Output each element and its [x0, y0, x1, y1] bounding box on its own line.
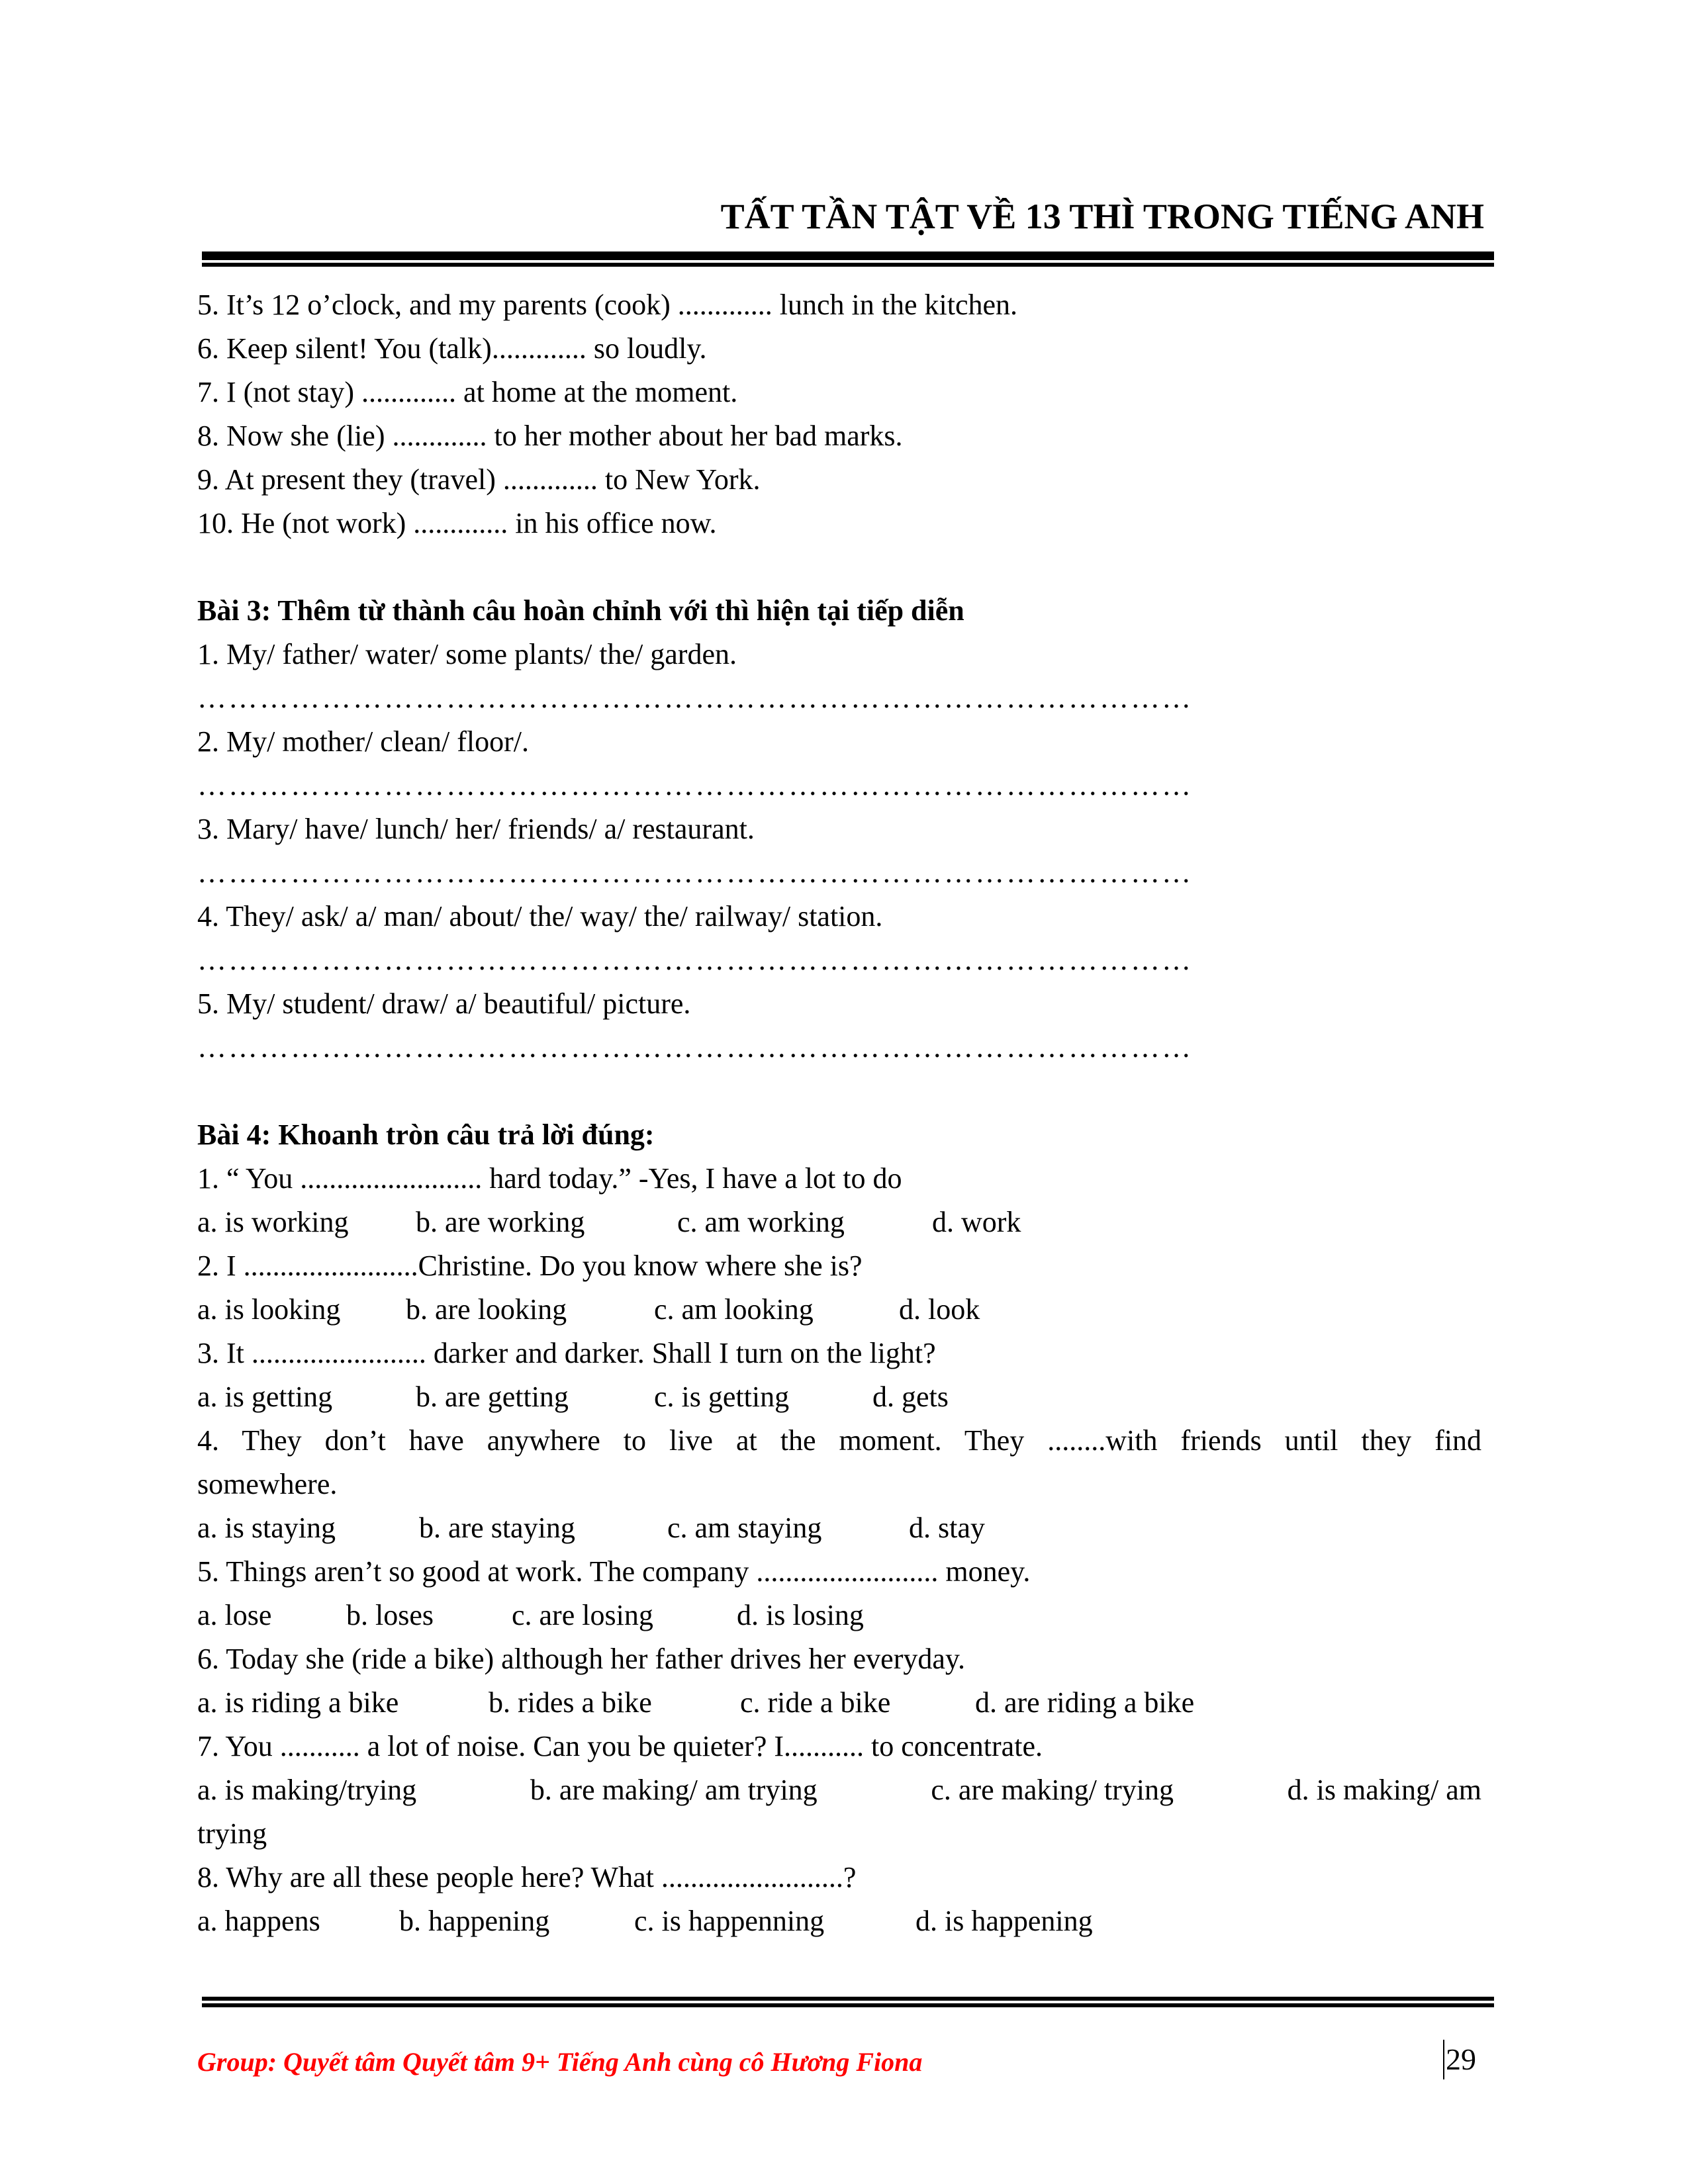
option-d[interactable]: d. is losing [737, 1599, 864, 1631]
option-b[interactable]: b. are staying [419, 1512, 575, 1544]
exercise3-item: 4. They/ ask/ a/ man/ about/ the/ way/ the/ railway/ station. [197, 900, 883, 933]
footer-rule-bottom [202, 2003, 1494, 2007]
option-c[interactable]: c. am working [677, 1206, 845, 1238]
option-b[interactable]: b. are making/ am trying [530, 1774, 818, 1806]
option-c[interactable]: c. am staying [667, 1512, 822, 1544]
options-row [197, 1681, 1481, 1725]
question-3: 3. It ........................ darker and darker. Shall I turn on the light? [197, 1337, 936, 1369]
option-b[interactable]: b. rides a bike [489, 1686, 652, 1719]
page-header-title: TẤT TẦN TẬT VỀ 13 THÌ TRONG TIẾNG ANH [720, 197, 1484, 236]
options-row [197, 1375, 1481, 1419]
exercise2-item: 9. At present they (travel) ............. to New York. [197, 463, 761, 496]
options-row [197, 1594, 1481, 1637]
option-a[interactable]: a. is looking [197, 1293, 341, 1326]
exercise4-heading: Bài 4: Khoanh tròn câu trả lời đúng: [197, 1118, 655, 1151]
answer-line: …………………………………………………………………………………… [197, 944, 1193, 976]
header-double-rule [202, 251, 1494, 267]
exercise3-item: 1. My/ father/ water/ some plants/ the/ garden. [197, 638, 737, 670]
answer-line: …………………………………………………………………………………… [197, 682, 1193, 714]
option-d[interactable]: d. work [932, 1206, 1021, 1238]
exercise2-item: 8. Now she (lie) ............. to her mother about her bad marks. [197, 420, 903, 452]
footer-double-rule [202, 1997, 1494, 2007]
question-4-continued: somewhere. [197, 1468, 338, 1500]
question-7: 7. You ........... a lot of noise. Can you be quieter? I........... to concentrate. [197, 1730, 1043, 1762]
option-b[interactable]: b. happening [399, 1905, 550, 1937]
option-d[interactable]: d. are riding a bike [975, 1686, 1195, 1719]
option-d[interactable]: d. stay [909, 1512, 985, 1544]
options-row [197, 1768, 1481, 1812]
page-content [197, 283, 1481, 1943]
options-row [197, 1899, 1481, 1943]
option-c[interactable]: c. is happenning [634, 1905, 825, 1937]
question-5: 5. Things aren’t so good at work. The company ......................... money. [197, 1555, 1031, 1588]
option-d[interactable]: d. gets [872, 1381, 949, 1413]
question-8: 8. Why are all these people here? What .........................? [197, 1861, 857, 1893]
option-a[interactable]: a. is making/trying [197, 1774, 417, 1806]
option-d[interactable]: d. look [899, 1293, 980, 1326]
option-b[interactable]: b. loses [346, 1599, 434, 1631]
exercise3-item: 3. Mary/ have/ lunch/ her/ friends/ a/ restaurant. [197, 813, 755, 845]
option-c[interactable]: c. am looking [654, 1293, 814, 1326]
option-d[interactable]: d. is happening [915, 1905, 1093, 1937]
option-b[interactable]: b. are looking [406, 1293, 567, 1326]
question-2: 2. I ........................Christine. Do you know where she is? [197, 1250, 863, 1282]
option-d-continued: trying [197, 1817, 267, 1850]
answer-line: …………………………………………………………………………………… [197, 856, 1193, 889]
option-b[interactable]: b. are getting [416, 1381, 569, 1413]
page-number: 29 [1443, 2040, 1476, 2079]
question-6: 6. Today she (ride a bike) although her father drives her everyday. [197, 1643, 966, 1675]
answer-line: …………………………………………………………………………………… [197, 1031, 1193, 1064]
exercise2-item: 10. He (not work) ............. in his office now. [197, 507, 717, 539]
options-row [197, 1288, 1481, 1332]
exercise2-item: 7. I (not stay) ............. at home at the moment. [197, 376, 738, 408]
options-row [197, 1506, 1481, 1550]
question-4: 4. They don’t have anywhere to live at the moment. They ........with friends until they find [197, 1424, 1481, 1457]
option-d[interactable]: d. is making/ am [1287, 1774, 1481, 1806]
option-a[interactable]: a. lose [197, 1599, 272, 1631]
option-a[interactable]: a. is riding a bike [197, 1686, 399, 1719]
header-rule-thick [202, 251, 1494, 260]
exercise3-item: 2. My/ mother/ clean/ floor/. [197, 725, 529, 758]
exercise3-heading: Bài 3: Thêm từ thành câu hoàn chỉnh với thì hiện tại tiếp diễn [197, 594, 964, 627]
option-b[interactable]: b. are working [416, 1206, 585, 1238]
exercise2-item: 5. It’s 12 o’clock, and my parents (cook) ............. lunch in the kitchen. [197, 289, 1018, 321]
option-c[interactable]: c. ride a bike [740, 1686, 891, 1719]
option-c[interactable]: c. are losing [512, 1599, 653, 1631]
answer-line: …………………………………………………………………………………… [197, 769, 1193, 801]
question-1: 1. “ You ......................... hard today.” -Yes, I have a lot to do [197, 1162, 902, 1195]
option-a[interactable]: a. is working [197, 1206, 349, 1238]
option-c[interactable]: c. are making/ trying [931, 1774, 1174, 1806]
exercise3-item: 5. My/ student/ draw/ a/ beautiful/ picture. [197, 987, 691, 1020]
options-row [197, 1201, 1481, 1244]
header-rule-thin [202, 263, 1494, 267]
option-c[interactable]: c. is getting [654, 1381, 790, 1413]
footer-group-text: Group: Quyết tâm Quyết tâm 9+ Tiếng Anh cùng cô Hương Fiona [197, 2047, 923, 2077]
option-a[interactable]: a. happens [197, 1905, 320, 1937]
exercise2-item: 6. Keep silent! You (talk)............. so loudly. [197, 332, 707, 365]
option-a[interactable]: a. is staying [197, 1512, 336, 1544]
option-a[interactable]: a. is getting [197, 1381, 333, 1413]
